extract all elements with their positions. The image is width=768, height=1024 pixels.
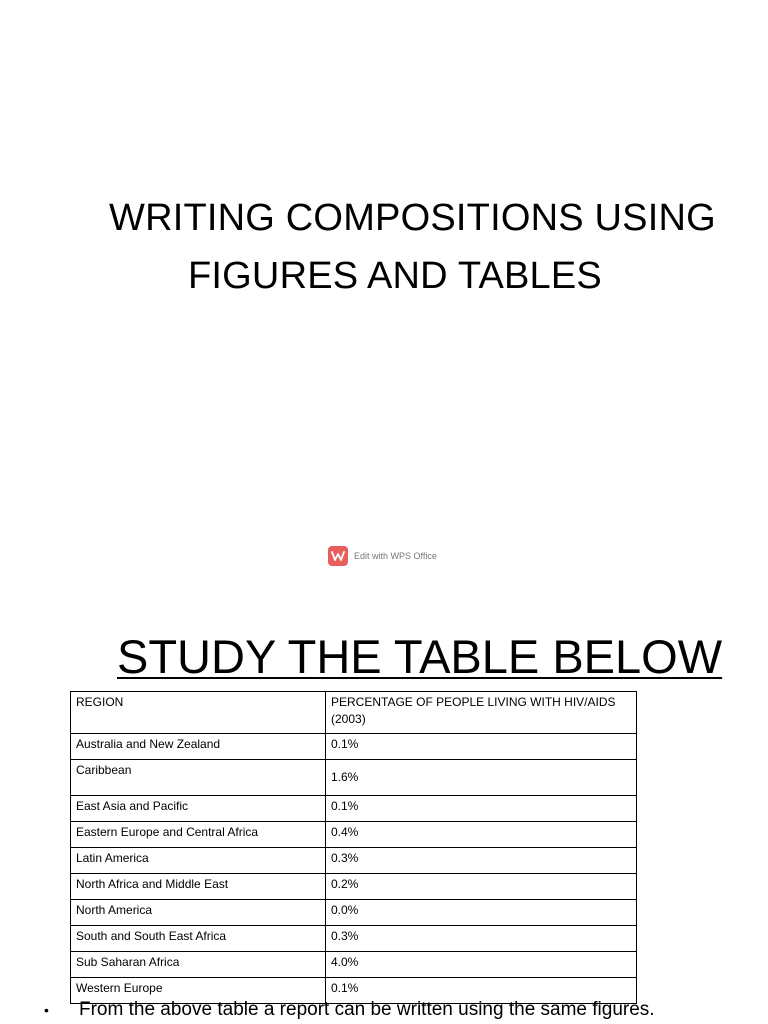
table-cell-region: Sub Saharan Africa — [71, 952, 326, 978]
table-cell-value: 0.0% — [326, 900, 637, 926]
table-row — [71, 952, 637, 978]
table-cell-region: Eastern Europe and Central Africa — [71, 822, 326, 848]
table-cell-region: East Asia and Pacific — [71, 796, 326, 822]
wps-logo-icon — [328, 546, 348, 566]
table-cell-value: 0.3% — [326, 848, 637, 874]
table-cell-value: 0.1% — [326, 734, 637, 760]
bullet-text: From the above table a report can be written using the same figures. — [79, 999, 655, 1021]
table-header-row — [71, 692, 637, 734]
table-cell-value: 0.4% — [326, 822, 637, 848]
table-cell-value: 0.1% — [326, 796, 637, 822]
title-line-1: WRITING COMPOSITIONS USING — [109, 197, 716, 239]
wps-watermark[interactable] — [328, 546, 437, 566]
table-row — [71, 734, 637, 760]
title-line-2: FIGURES AND TABLES — [188, 255, 602, 297]
table-cell-value: 0.2% — [326, 874, 637, 900]
table-cell-value: 4.0% — [326, 952, 637, 978]
table-header-cell: PERCENTAGE OF PEOPLE LIVING WITH HIV/AIDS (2003) — [326, 692, 637, 734]
table-row — [71, 926, 637, 952]
section-heading: STUDY THE TABLE BELOW — [117, 630, 723, 683]
table-cell-region: North America — [71, 900, 326, 926]
table-cell-region: Latin America — [71, 848, 326, 874]
wps-watermark-text: Edit with WPS Office — [354, 551, 437, 561]
table-cell-region: North Africa and Middle East — [71, 874, 326, 900]
table-row — [71, 822, 637, 848]
hiv-table — [70, 691, 637, 1004]
table-cell-value: 0.3% — [326, 926, 637, 952]
table-row — [71, 874, 637, 900]
table-row — [71, 848, 637, 874]
table-row — [71, 796, 637, 822]
table-cell-region: South and South East Africa — [71, 926, 326, 952]
table-cell-region: Caribbean — [71, 760, 326, 796]
table-cell-value: 1.6% — [326, 760, 637, 796]
table-cell-region: Western Europe — [71, 978, 326, 1004]
table-header-cell: REGION — [71, 692, 326, 734]
bullet-icon: • — [44, 1002, 49, 1018]
table-row — [71, 760, 637, 796]
table-row — [71, 900, 637, 926]
table-cell-region: Australia and New Zealand — [71, 734, 326, 760]
table-cell-value: 0.1% — [326, 978, 637, 1004]
bullet-item — [44, 997, 655, 1023]
